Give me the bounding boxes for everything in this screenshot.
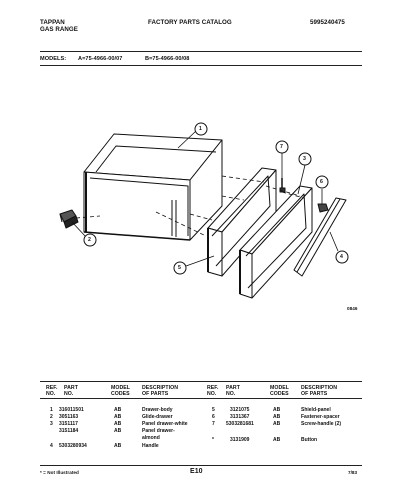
col-model-header: MODEL: [111, 385, 130, 391]
table-row-ref: 7: [212, 421, 215, 427]
table-row-ref: 2: [50, 414, 53, 420]
table-row-codes: AB: [273, 437, 281, 443]
figure-code: 0846: [347, 306, 358, 311]
table-row-ref: 1: [50, 407, 53, 413]
product-type: GAS RANGE: [40, 26, 78, 33]
table-row-ref: 4: [50, 443, 53, 449]
col-desc-header-right: DESCRIPTION: [301, 385, 338, 391]
callout-7: 7: [280, 144, 283, 150]
table-row-part: 3151184: [59, 428, 79, 434]
col-ref-header-right-2: NO.: [207, 391, 217, 397]
table-row-codes: AB: [114, 407, 122, 413]
table-row-part: 5303281681: [226, 421, 254, 427]
callout-3: 3: [303, 156, 306, 162]
table-row-part: 3121075: [230, 407, 250, 413]
catalog-title: FACTORY PARTS CATALOG: [148, 19, 232, 26]
table-row-part: 3051163: [59, 414, 79, 420]
col-part-header: PART: [64, 385, 78, 391]
model-b: B=75-4966-00/08: [145, 56, 190, 62]
table-row-ref: 3: [50, 421, 53, 427]
table-row-part: 3131909: [230, 437, 250, 443]
table-row-desc-cont: almond: [142, 435, 160, 441]
table-row-desc: Panel drawer-white: [142, 421, 188, 427]
table-header-divider: [40, 398, 362, 399]
col-desc-header: DESCRIPTION: [142, 385, 179, 391]
model-a: A=75-4966-00/07: [78, 56, 123, 62]
screw-handle-part: [280, 178, 285, 192]
col-model-header-right: MODEL: [270, 385, 289, 391]
table-row-codes: AB: [114, 421, 122, 427]
col-part-header-2: NO.: [64, 391, 74, 397]
table-row-desc: Fastener-spacer: [301, 414, 340, 420]
callout-2: 2: [88, 237, 91, 243]
callout-4: 4: [340, 254, 343, 260]
brand-name: TAPPAN: [40, 19, 65, 26]
table-row-codes: AB: [114, 443, 122, 449]
table-row-part: 3131367: [230, 414, 250, 420]
table-top-divider: [40, 381, 362, 382]
catalog-number: 5995240475: [310, 19, 345, 26]
table-row-part: 5303280934: [59, 443, 87, 449]
table-row-ref: *: [212, 437, 214, 443]
fastener-spacer-part: [318, 204, 328, 212]
table-row-ref: 5: [212, 407, 215, 413]
table-row-desc: Shield-panel: [301, 407, 331, 413]
revision-date: 7/83: [348, 470, 358, 475]
table-row-codes: AB: [114, 414, 122, 420]
col-desc-header-2: OF PARTS: [142, 391, 169, 397]
col-ref-header-2: NO.: [46, 391, 56, 397]
table-row-desc: Glide-drawer: [142, 414, 173, 420]
table-row-codes: AB: [273, 421, 281, 427]
col-model-header-right-2: CODES: [270, 391, 289, 397]
callout-5: 5: [178, 265, 181, 271]
table-row-codes: AB: [114, 428, 122, 434]
table-row-ref: 6: [212, 414, 215, 420]
table-row-part: 316011501: [59, 407, 84, 413]
table-row-codes: AB: [273, 414, 281, 420]
table-row-desc: Panel drawer-: [142, 428, 175, 434]
table-row-part: 3151117: [59, 421, 78, 427]
col-desc-header-right-2: OF PARTS: [301, 391, 328, 397]
table-row-desc: Screw-handle (2): [301, 421, 342, 427]
table-row-desc: Button: [301, 437, 318, 443]
table-row-desc: Drawer-body: [142, 407, 173, 413]
table-row-desc: Handle: [142, 443, 159, 449]
callout-1: 1: [199, 126, 202, 132]
table-row-codes: AB: [273, 407, 281, 413]
footer-divider: [40, 465, 362, 466]
drawer-body-part: [84, 134, 222, 240]
footnote: * = Not Illustrated: [40, 470, 79, 475]
col-part-header-right: PART: [226, 385, 240, 391]
callout-6: 6: [320, 179, 323, 185]
models-label: MODELS:: [40, 56, 67, 62]
col-ref-header: REF.: [46, 385, 58, 391]
col-model-header-2: CODES: [111, 391, 130, 397]
page-number: E10: [190, 468, 203, 475]
col-ref-header-right: REF.: [207, 385, 219, 391]
col-part-header-right-2: NO.: [226, 391, 236, 397]
